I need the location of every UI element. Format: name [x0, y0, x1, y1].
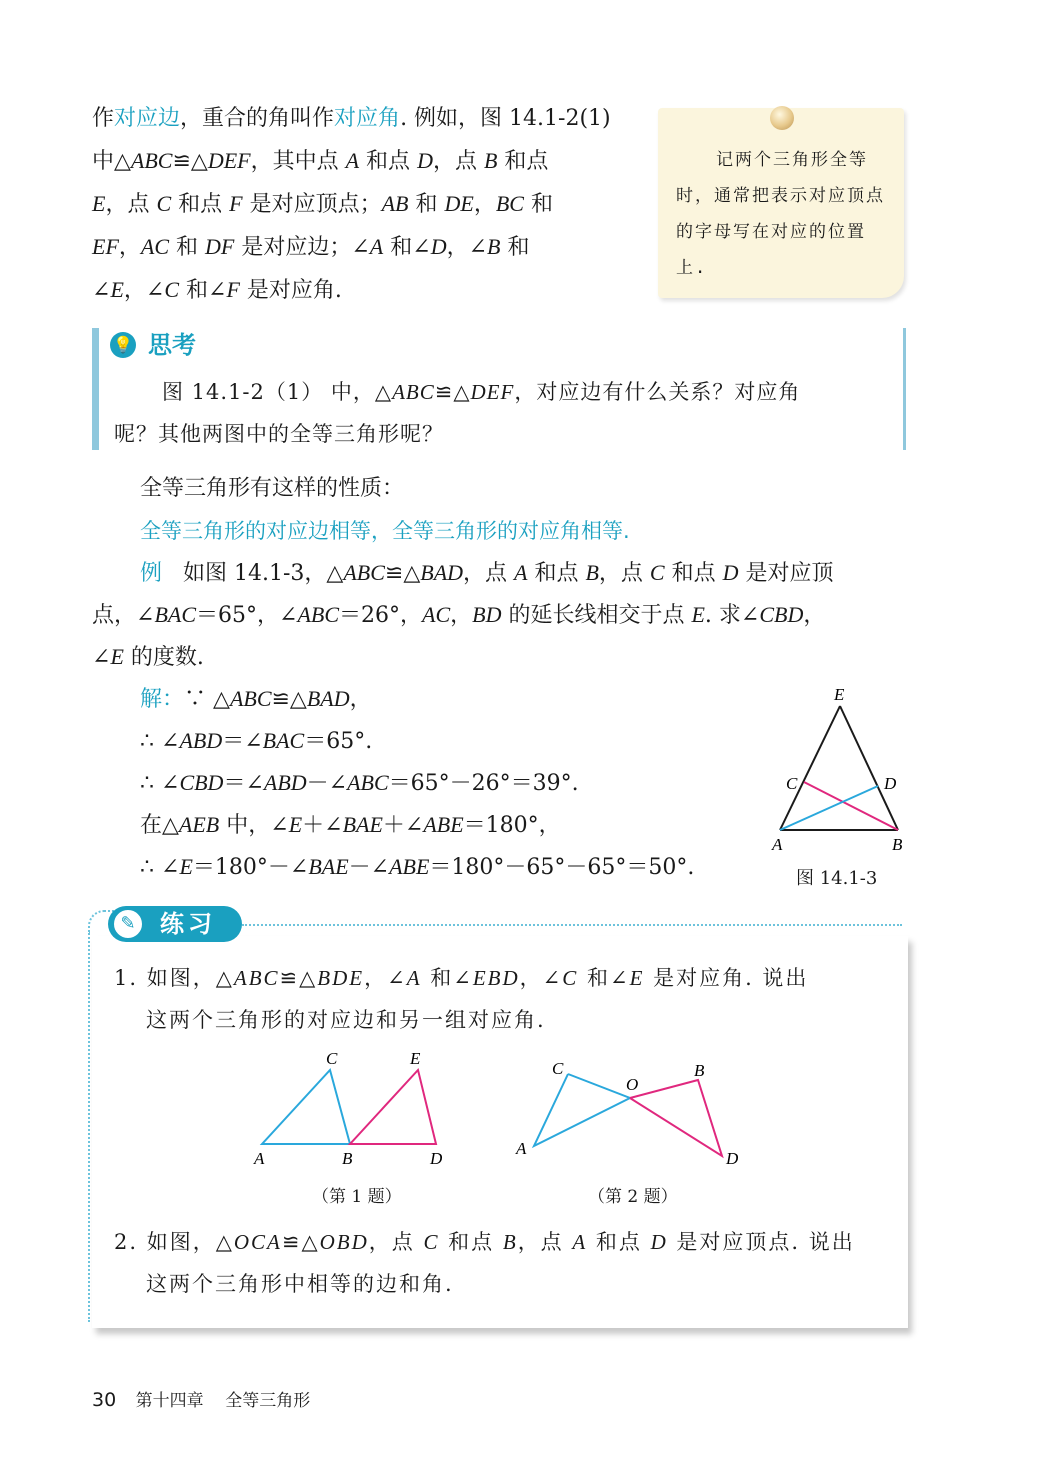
- figure-question-1: [250, 1046, 450, 1176]
- intro-line-1: 作对应边，重合的角叫作对应角. 例如，图 14.1-2(1): [92, 106, 611, 131]
- side-note-text: 记两个三角形全等时，通常把表示对应顶点的字母写在对应的位置上.: [676, 150, 885, 278]
- page-footer: [92, 1386, 310, 1411]
- page-number: 30: [92, 1389, 117, 1411]
- intro-line-4: EF，AC 和 DF 是对应边；∠A 和∠D，∠B 和: [92, 234, 530, 260]
- intro-line-5: ∠E，∠C 和∠F 是对应角.: [92, 277, 342, 303]
- intro-line-2: 中△ABC≌△DEF，其中点 A 和点 D，点 B 和点: [92, 148, 549, 174]
- chapter-title: 全等三角形: [225, 1391, 311, 1411]
- solution-step-1: 解：∵ △ABC≌△BAD，: [140, 686, 372, 712]
- figure-question-1-caption: （第 1 题）: [312, 1187, 402, 1207]
- label-a: A: [516, 1139, 527, 1158]
- solution-step-3: ∴ ∠CBD＝∠ABD－∠ABC＝65°－26°＝39°.: [140, 770, 579, 796]
- solution-step-2: ∴ ∠ABD＝∠BAC＝65°.: [140, 728, 373, 754]
- practice-title: 练习: [160, 910, 216, 938]
- figure-14-1-3-caption: 图 14.1-3: [796, 868, 878, 889]
- question-1-line-1: 1. 如图，△ABC≌△BDE，∠A 和∠EBD，∠C 和∠E 是对应角. 说出: [114, 966, 809, 990]
- figure-question-2: [514, 1058, 754, 1168]
- example-line-1: 例 如图 14.1-3，△ABC≌△BAD，点 A 和点 B，点 C 和点 D 是对应顶: [140, 560, 834, 586]
- intro-paragraph: [92, 98, 632, 312]
- pushpin-icon: [770, 106, 794, 130]
- think-left-bar: [92, 328, 99, 450]
- pencil-icon: ✎: [112, 908, 144, 940]
- property-statement: 全等三角形的对应边相等，全等三角形的对应角相等.: [140, 519, 630, 543]
- think-box: [92, 328, 906, 450]
- chapter-label: 第十四章: [135, 1391, 204, 1411]
- think-title: 思考: [148, 331, 196, 359]
- intro-line-3: E，点 C 和点 F 是对应顶点；AB 和 DE，BC 和: [92, 191, 553, 217]
- label-c: C: [786, 774, 798, 793]
- practice-left-dots: [88, 930, 90, 1322]
- label-d: D: [884, 774, 897, 793]
- triangle-obd: [630, 1080, 722, 1156]
- triangle-bde: [350, 1070, 436, 1144]
- practice-header: [108, 906, 242, 942]
- solution-step-5: ∴ ∠E＝180°－∠BAE－∠ABE＝180°－65°－65°＝50°.: [140, 854, 695, 880]
- label-b: B: [342, 1149, 353, 1168]
- question-1-line-2: 这两个三角形的对应边和另一组对应角.: [146, 1008, 546, 1032]
- figure-question-2-caption: （第 2 题）: [588, 1187, 678, 1207]
- solution-step-4: 在△AEB 中，∠E＋∠BAE＋∠ABE＝180°，: [140, 812, 561, 838]
- label-o: O: [626, 1075, 639, 1094]
- label-a: A: [254, 1149, 265, 1168]
- label-a: A: [772, 835, 783, 854]
- practice-top-dots: [242, 924, 902, 926]
- label-e: E: [410, 1049, 421, 1068]
- label-b: B: [694, 1061, 705, 1080]
- triangle-abc: [262, 1070, 350, 1144]
- label-b: B: [892, 835, 903, 854]
- property-intro: 全等三角形有这样的性质：: [140, 476, 405, 501]
- segment-eb: [840, 706, 898, 830]
- triangle-oca: [534, 1074, 630, 1146]
- question-2-line-2: 这两个三角形中相等的边和角.: [146, 1272, 454, 1296]
- label-e: E: [834, 685, 845, 704]
- example-line-3: ∠E 的度数.: [92, 644, 204, 670]
- label-c: C: [326, 1049, 338, 1068]
- segment-ea: [780, 706, 840, 830]
- label-d: D: [726, 1149, 739, 1168]
- think-text-line-2: 呢？其他两图中的全等三角形呢？: [114, 422, 444, 446]
- lightbulb-icon: 💡: [110, 332, 136, 358]
- label-c: C: [552, 1059, 564, 1078]
- question-2-line-1: 2. 如图，△OCA≌△OBD，点 C 和点 B，点 A 和点 D 是对应顶点. 说出: [114, 1230, 855, 1254]
- think-right-bar: [903, 328, 906, 450]
- side-note: [658, 108, 904, 298]
- example-line-2: 点，∠BAC＝65°，∠ABC＝26°，AC，BD 的延长线相交于点 E. 求∠CBD，: [92, 602, 826, 628]
- figure-14-1-3: [772, 686, 922, 858]
- think-text-line-1: 图 14.1-2（1） 中，△ABC≌△DEF，对应边有什么关系？对应角: [162, 380, 801, 404]
- label-d: D: [430, 1149, 443, 1168]
